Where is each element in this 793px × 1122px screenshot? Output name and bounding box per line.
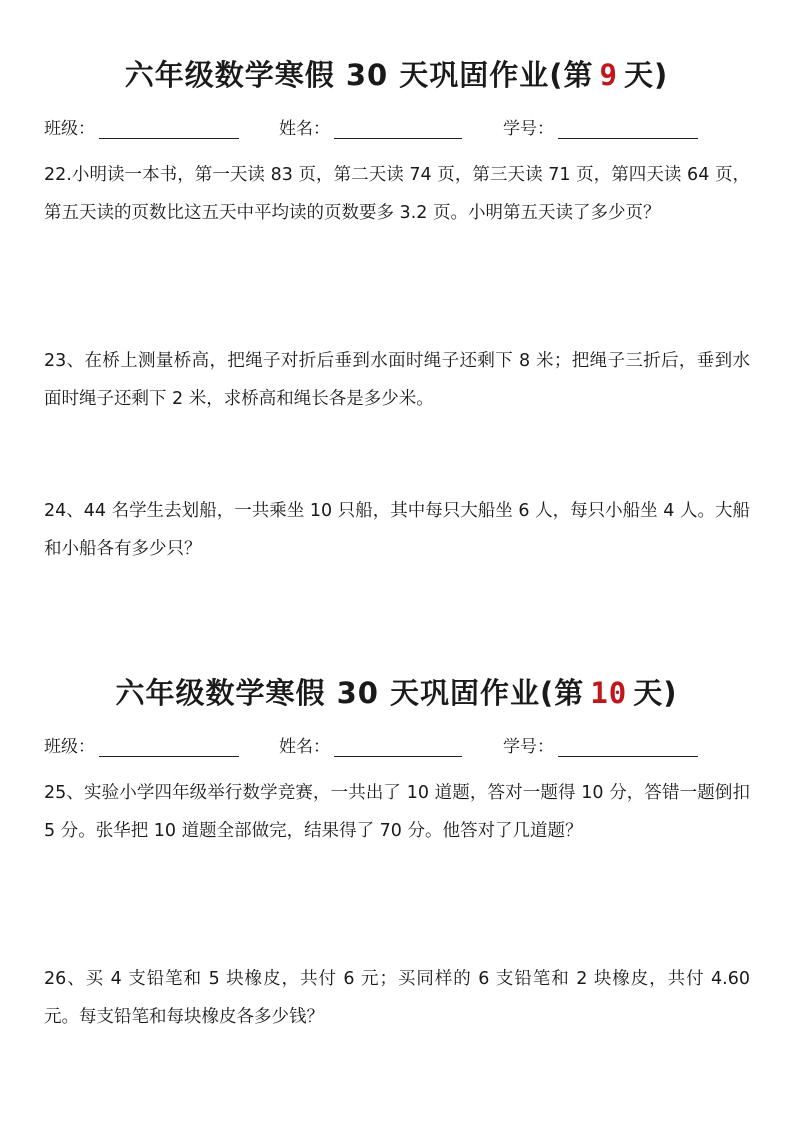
name-blank-line[interactable]	[334, 118, 462, 139]
student-id-field	[503, 114, 698, 139]
question-22: 22.小明读一本书，第一天读 83 页，第二天读 74 页，第三天读 71 页，第四天读 64 页，第五天读的页数比这五天中平均读的页数要多 3.2 页。小明第五天读了多少页？	[44, 165, 750, 223]
student-id-label: 学号：	[503, 119, 554, 139]
class-label: 班级：	[44, 119, 95, 139]
student-id-label: 学号：	[503, 737, 554, 757]
class-blank-line[interactable]	[99, 736, 239, 757]
title-prefix: 六年级数学寒假 30 天巩固作业(第	[124, 58, 594, 92]
question-26: 26、买 4 支铅笔和 5 块橡皮，共付 6 元；买同样的 6 支铅笔和 2 块橡皮，共付 4.60 元。每支铅笔和每块橡皮各多少钱？	[44, 969, 750, 1027]
day-number: 10	[590, 676, 628, 710]
name-blank-line[interactable]	[334, 736, 462, 757]
page-title-day-10	[0, 670, 793, 716]
name-label: 姓名：	[279, 737, 330, 757]
title-suffix: 天)	[633, 676, 678, 710]
homework-section-day-9	[0, 52, 793, 559]
class-blank-line[interactable]	[99, 118, 239, 139]
class-field	[44, 114, 239, 139]
question-23: 23、在桥上测量桥高，把绳子对折后垂到水面时绳子还剩下 8 米；把绳子三折后，垂到水面时绳子还剩下 2 米，求桥高和绳长各是多少米。	[44, 351, 750, 409]
question-25: 25、实验小学四年级举行数学竞赛，一共出了 10 道题，答对一题得 10 分，答错一题倒扣5 分。张华把 10 道题全部做完，结果得了 70 分。他答对了几道题？	[44, 783, 750, 841]
student-id-blank-line[interactable]	[558, 736, 698, 757]
student-info-row	[0, 732, 793, 762]
title-suffix: 天)	[624, 58, 669, 92]
day-number: 9	[599, 58, 618, 92]
question-24: 24、44 名学生去划船，一共乘坐 10 只船，其中每只大船坐 6 人，每只小船坐 4 人。大船和小船各有多少只？	[44, 501, 750, 559]
homework-section-day-10	[0, 670, 793, 1027]
student-id-field	[503, 732, 698, 757]
class-field	[44, 732, 239, 757]
name-label: 姓名：	[279, 119, 330, 139]
student-id-blank-line[interactable]	[558, 118, 698, 139]
student-info-row	[0, 114, 793, 144]
title-prefix: 六年级数学寒假 30 天巩固作业(第	[115, 676, 585, 710]
page-title-day-9	[0, 52, 793, 98]
name-field	[279, 732, 462, 757]
class-label: 班级：	[44, 737, 95, 757]
name-field	[279, 114, 462, 139]
